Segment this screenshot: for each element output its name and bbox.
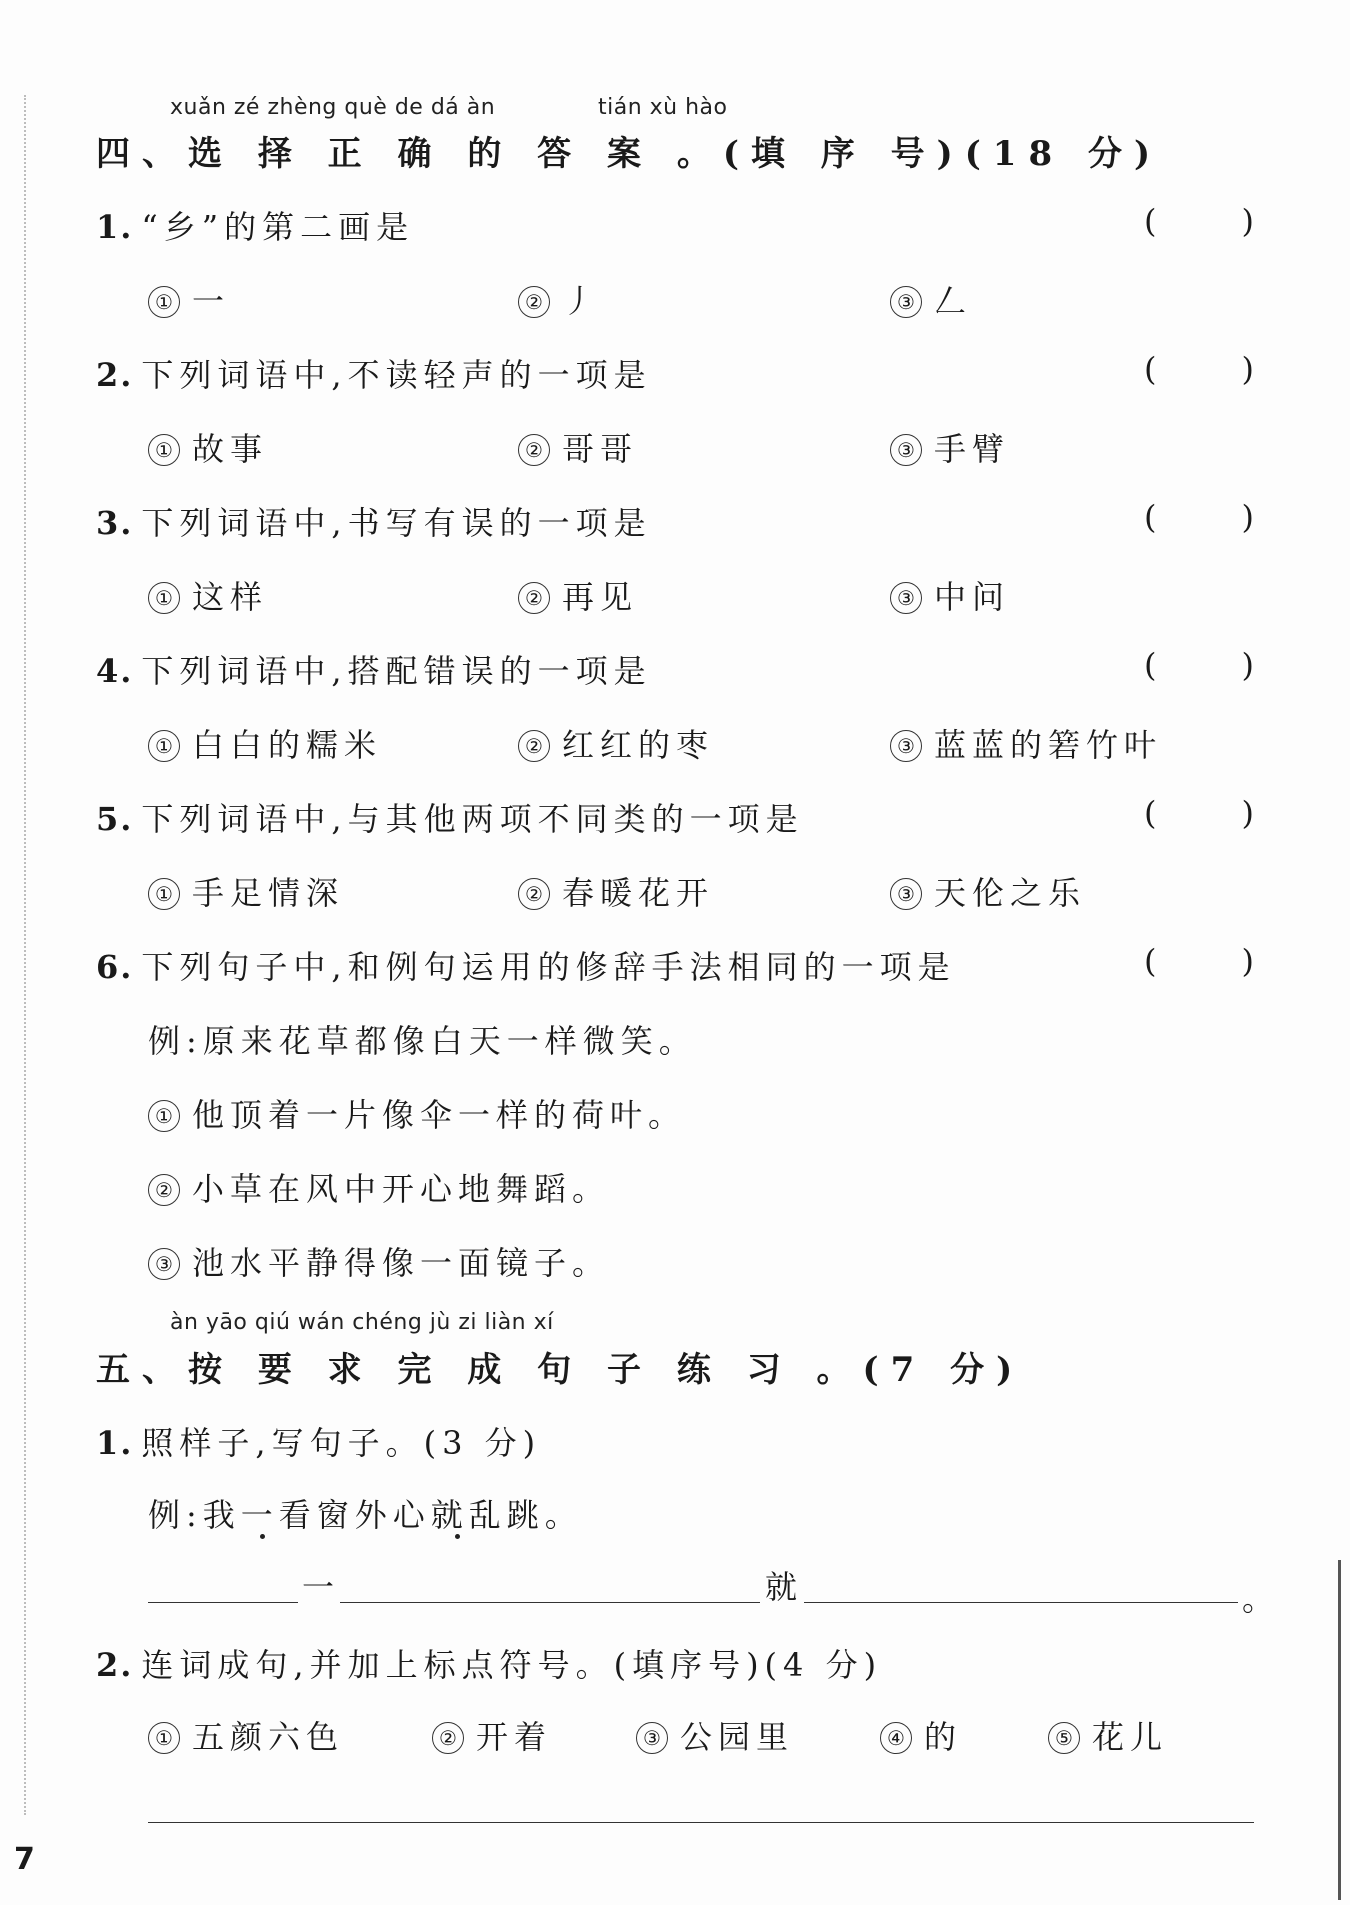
fill-blank[interactable] bbox=[340, 1602, 760, 1603]
option-1b[interactable]: ② 丿 bbox=[518, 276, 600, 322]
option-6b[interactable]: ② 小草在风中开心地舞蹈。 bbox=[148, 1164, 610, 1210]
option-4c[interactable]: ③ 蓝蓝的箬竹叶 bbox=[890, 720, 1162, 766]
section4-pinyin: xuǎn zé zhèng què de dá àn bbox=[170, 95, 496, 120]
word-card-3[interactable]: ③ 公园里 bbox=[636, 1712, 794, 1758]
option-2c[interactable]: ③ 手臂 bbox=[890, 424, 1010, 470]
page-number: 7 bbox=[14, 1842, 35, 1877]
question-1 bbox=[96, 202, 414, 248]
answer-line[interactable] bbox=[148, 1822, 1254, 1823]
option-3c[interactable]: ③ 中问 bbox=[890, 572, 1010, 618]
option-5c[interactable]: ③ 天伦之乐 bbox=[890, 868, 1086, 914]
question-6: 6. 下列句子中,和例句运用的修辞手法相同的一项是 bbox=[96, 948, 956, 986]
word-card-1[interactable]: ① 五颜六色 bbox=[148, 1712, 344, 1758]
fill-period: 。 bbox=[1242, 1580, 1281, 1618]
page-edge-line bbox=[1338, 1560, 1341, 1900]
fill-connector-yi: 一 bbox=[302, 1568, 341, 1606]
option-5a[interactable]: ① 手足情深 bbox=[148, 868, 344, 914]
answer-blank-1[interactable]: ( ) bbox=[1144, 202, 1254, 240]
question-number: 1. bbox=[96, 208, 134, 246]
option-6a[interactable]: ① 他顶着一片像伞一样的荷叶。 bbox=[148, 1090, 686, 1136]
option-2b[interactable]: ② 哥哥 bbox=[518, 424, 638, 470]
emphasis-dot bbox=[260, 1534, 265, 1539]
s5-question-2: 2. 连词成句,并加上标点符号。(填序号)(4 分) bbox=[96, 1646, 883, 1684]
answer-blank-5[interactable]: ( ) bbox=[1144, 794, 1254, 832]
section4-pinyin: tián xù hào bbox=[598, 95, 728, 120]
option-6c[interactable]: ③ 池水平静得像一面镜子。 bbox=[148, 1238, 610, 1284]
example-sentence: 例:原来花草都像白天一样微笑。 bbox=[148, 1022, 697, 1060]
option-1a[interactable]: ① 一 bbox=[148, 276, 230, 322]
answer-blank-2[interactable]: ( ) bbox=[1144, 350, 1254, 388]
option-3a[interactable]: ① 这样 bbox=[148, 572, 268, 618]
option-4a[interactable]: ① 白白的糯米 bbox=[148, 720, 382, 766]
emphasis-dot bbox=[455, 1534, 460, 1539]
option-3b[interactable]: ② 再见 bbox=[518, 572, 638, 618]
fill-connector-jiu: 就 bbox=[765, 1568, 804, 1606]
question-3: 3. 下列词语中,书写有误的一项是 bbox=[96, 504, 652, 542]
question-2: 2. 下列词语中,不读轻声的一项是 bbox=[96, 356, 652, 394]
fill-blank[interactable] bbox=[804, 1602, 1238, 1603]
section5-pinyin: àn yāo qiú wán chéng jù zi liàn xí bbox=[170, 1310, 554, 1335]
answer-blank-4[interactable]: ( ) bbox=[1144, 646, 1254, 684]
option-5b[interactable]: ② 春暖花开 bbox=[518, 868, 714, 914]
section4-title: 四、选 择 正 确 的 答 案 。(填 序 号)(18 分) bbox=[96, 134, 1163, 174]
answer-blank-6[interactable]: ( ) bbox=[1144, 942, 1254, 980]
option-1c[interactable]: ③ 𠃋 bbox=[890, 276, 972, 322]
fill-blank[interactable] bbox=[148, 1602, 298, 1603]
question-5: 5. 下列词语中,与其他两项不同类的一项是 bbox=[96, 800, 804, 838]
question-text: “乡”的第二画是 bbox=[141, 208, 415, 246]
option-2a[interactable]: ① 故事 bbox=[148, 424, 268, 470]
section5-title: 五、按 要 求 完 成 句 子 练 习 。(7 分) bbox=[96, 1350, 1025, 1390]
s5-example-sentence: 例:我一看窗外心就乱跳。 bbox=[148, 1496, 583, 1534]
word-card-5[interactable]: ⑤ 花儿 bbox=[1048, 1712, 1168, 1758]
word-card-4[interactable]: ④ 的 bbox=[880, 1712, 962, 1758]
s5-question-1: 1. 照样子,写句子。(3 分) bbox=[96, 1424, 542, 1462]
option-4b[interactable]: ② 红红的枣 bbox=[518, 720, 714, 766]
answer-blank-3[interactable]: ( ) bbox=[1144, 498, 1254, 536]
margin-dotted-line bbox=[24, 95, 26, 1815]
question-4: 4. 下列词语中,搭配错误的一项是 bbox=[96, 652, 652, 690]
word-card-2[interactable]: ② 开着 bbox=[432, 1712, 552, 1758]
